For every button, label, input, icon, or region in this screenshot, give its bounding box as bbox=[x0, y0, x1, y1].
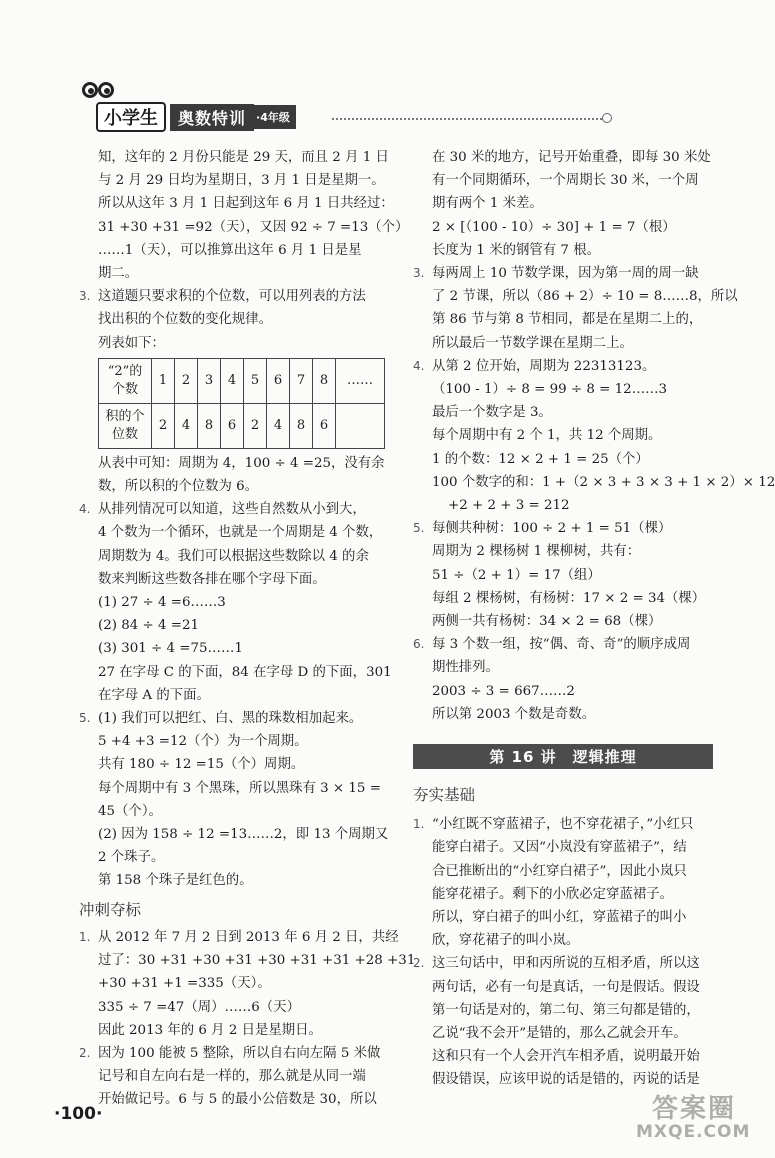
watermark-url: MXQE.COM bbox=[636, 1122, 751, 1142]
table-cell: …… bbox=[336, 358, 385, 403]
text-line: 从第 2 位开始，周期为 22313123。 bbox=[432, 358, 656, 374]
text-line: 期性排列。 bbox=[432, 660, 499, 676]
text-line: 2 个珠子。 bbox=[98, 850, 165, 866]
text-line: 第 158 个珠子是红色的。 bbox=[98, 873, 253, 889]
brand-sub: 奥数特训 bbox=[170, 104, 254, 131]
answer-3 bbox=[413, 262, 738, 355]
text-line: 每 3 个数一组，按“偶、奇、奇”的顺序成周 bbox=[432, 637, 691, 653]
text-line: “小红既不穿蓝裙子，也不穿花裙子，”小红只 bbox=[432, 817, 694, 833]
text-line: （100 - 1）÷ 8 = 99 ÷ 8 = 12……3 bbox=[432, 382, 667, 398]
table-cell: 8 bbox=[290, 403, 313, 448]
brand-grade: ·4年级 bbox=[254, 105, 296, 129]
text-line: 周期数为 4。我们可以根据这些数除以 4 的余 bbox=[98, 548, 369, 564]
text-line: 每组 2 棵杨树，有杨树：17 × 2 = 34（棵） bbox=[432, 590, 706, 606]
text-line: (2) 84 ÷ 4 =21 bbox=[98, 618, 200, 634]
right-column bbox=[413, 146, 775, 726]
text-line: +30 +31 +1 =335（天）。 bbox=[98, 976, 271, 992]
watermark-logo bbox=[632, 1088, 762, 1152]
section-heading: 冲刺夺标 bbox=[79, 900, 142, 919]
text-line: 数，所以积的个位数为 6。 bbox=[98, 479, 259, 495]
text-line: 所以，穿白裙子的叫小红，穿蓝裙子的叫小 bbox=[432, 910, 687, 926]
text-line: 因此 2013 年的 6 月 2 日是星期日。 bbox=[98, 1022, 322, 1038]
text-line: 共有 180 ÷ 12 =15（个）周期。 bbox=[98, 757, 305, 773]
table-intro: 列表如下： bbox=[98, 335, 165, 351]
text-line: 每侧共种树：100 ÷ 2 + 1 = 51（棵） bbox=[432, 521, 672, 537]
text-line: (3) 301 ÷ 4 =75……1 bbox=[98, 641, 243, 657]
section-heading: 夯实基础 bbox=[413, 786, 476, 804]
answer-3 bbox=[79, 285, 386, 498]
text-line: (1) 我们可以把红、白、黑的珠数相加起来。 bbox=[98, 711, 363, 727]
text-line: 这道题只要求积的个位数，可以用列表的方法 bbox=[98, 289, 366, 305]
table-cell: 2 bbox=[175, 358, 198, 403]
text-line: 从排列情况可以知道，这些自然数从小到大， bbox=[98, 502, 366, 518]
lecture-title-bar bbox=[413, 744, 713, 769]
text-line: +2 + 2 + 3 = 212 bbox=[448, 498, 570, 514]
answer-number: 1. bbox=[413, 817, 425, 832]
text-line: 能穿花裙子。剩下的小欣必定穿蓝裙子。 bbox=[432, 886, 674, 902]
logic-answer-1 bbox=[413, 813, 713, 952]
watermark-text: 答案圈 bbox=[652, 1094, 737, 1124]
sprint-answer-1 bbox=[79, 926, 416, 1042]
table-cell: 3 bbox=[198, 358, 221, 403]
table-cell: 1 bbox=[152, 358, 175, 403]
text-line: 期二。 bbox=[98, 266, 139, 282]
text-line: 从表中可知：周期为 4，100 ÷ 4 =25，没有余 bbox=[98, 455, 385, 471]
text-line: 乙说“我不会开”是错的，那么乙就会开车。 bbox=[432, 1026, 687, 1042]
text-line: 31 +30 +31 =92（天），又因 92 ÷ 7 =13（个） bbox=[98, 219, 409, 235]
lecture-topic: 逻辑推理 bbox=[572, 748, 637, 766]
text-line: 找出积的个位数的变化规律。 bbox=[98, 312, 273, 328]
text-line: 长度为 1 米的钢管有 7 根。 bbox=[432, 242, 600, 258]
text-line: 45（个）。 bbox=[98, 803, 162, 819]
table-row bbox=[99, 403, 385, 448]
text-line: 两句话，必有一句是真话，一句是假话。假设 bbox=[432, 979, 700, 995]
text-line: 2003 ÷ 3 = 667……2 bbox=[432, 683, 575, 699]
book-brand bbox=[96, 104, 296, 130]
text-line: 周期为 2 棵杨树 1 棵柳树，共有： bbox=[432, 544, 641, 560]
text-line: 每两周上 10 节数学课，因为第一周的周一缺 bbox=[432, 266, 699, 282]
table-cell: 4 bbox=[221, 358, 244, 403]
text-line: 因为 100 能被 5 整除，所以自右向左隔 5 米做 bbox=[98, 1045, 381, 1061]
lecture-number: 第 16 讲 bbox=[489, 748, 557, 766]
text-line: 记号和自左向右是一样的，那么就是从同一端 bbox=[98, 1069, 366, 1085]
page-header bbox=[78, 76, 618, 132]
text-line: 所以最后一节数学课在星期二上。 bbox=[432, 335, 633, 351]
table-cell: 4 bbox=[267, 403, 290, 448]
table-cell: 7 bbox=[290, 358, 313, 403]
brand-main: 小学生 bbox=[96, 102, 166, 132]
text-line: 最后一个数字是 3。 bbox=[432, 405, 552, 421]
text-line: (1) 27 ÷ 4 =6……3 bbox=[98, 595, 226, 611]
text-line: 能穿白裙子。又因“小岚没有穿蓝裙子”，结 bbox=[432, 840, 687, 856]
answer-number: 1. bbox=[79, 929, 91, 944]
text-line: 每个周期中有 3 个黑珠，所以黑珠有 3 × 15 = bbox=[98, 780, 381, 796]
text-line: 51 ÷（2 + 1）= 17（组） bbox=[432, 567, 601, 583]
text-line: 假设错误，应该甲说的话是错的，丙说的话是 bbox=[432, 1072, 700, 1088]
right-top-block bbox=[413, 146, 713, 262]
answer-5 bbox=[413, 517, 713, 633]
text-line: 在字母 A 的下面。 bbox=[98, 687, 210, 703]
text-line: 1 的个数：12 × 2 + 1 = 25（个） bbox=[432, 451, 649, 467]
answer-number: 5. bbox=[413, 521, 425, 536]
table-cell: 8 bbox=[313, 358, 336, 403]
text-line: 欣，穿花裙子的叫小岚。 bbox=[432, 933, 580, 949]
text-line: 这三句话中，甲和丙所说的互相矛盾，所以这 bbox=[432, 956, 700, 972]
text-line: 第 86 节与第 8 节相同，都是在星期二上的， bbox=[432, 312, 703, 328]
text-line: 5 +4 +3 =12（个）为一个周期。 bbox=[98, 734, 308, 750]
text-line: 每个周期中有 2 个 1，共 12 个周期。 bbox=[432, 428, 662, 444]
units-digit-table bbox=[98, 358, 385, 449]
text-line: 2 × [（100 - 10）÷ 30] + 1 = 7（根） bbox=[432, 219, 676, 235]
text-line: 与 2 月 29 日均为星期日，3 月 1 日是星期一。 bbox=[98, 173, 385, 189]
answer-number: 3. bbox=[413, 266, 425, 281]
page-number: ·100· bbox=[54, 1104, 103, 1124]
text-line: 从 2012 年 7 月 2 日到 2013 年 6 月 2 日，共经 bbox=[98, 929, 399, 945]
text-line: 这和只有一个人会开汽车相矛盾，说明最开始 bbox=[432, 1049, 700, 1065]
table-row-header: “2”的 个数 bbox=[99, 358, 152, 403]
text-line: 期有两个 1 米差。 bbox=[432, 196, 543, 212]
text-line: 27 在字母 C 的下面，84 在字母 D 的下面，301 bbox=[98, 664, 392, 680]
text-line: 第一句话是对的，第二句、第三句都是错的， bbox=[432, 1002, 700, 1018]
header-dotted-rule bbox=[332, 118, 602, 120]
answer-number: 4. bbox=[79, 502, 91, 517]
sprint-answer-2 bbox=[79, 1042, 386, 1112]
header-ring-icon bbox=[602, 113, 612, 123]
text-line: 4 个数为一个循环，也就是一个周期是 4 个数， bbox=[98, 525, 383, 541]
text-line: 数来判断这些数各排在哪个字母下面。 bbox=[98, 571, 326, 587]
text-line: 335 ÷ 7 =47（周）……6（天） bbox=[98, 999, 300, 1015]
table-cell: 5 bbox=[244, 358, 267, 403]
text-line: 所以从这年 3 月 1 日起到这年 6 月 1 日共经过： bbox=[98, 196, 394, 212]
table-cell: 6 bbox=[221, 403, 244, 448]
text-line: 100 个数字的和：1 +（2 × 3 + 3 × 3 + 1 × 2）× 12 bbox=[432, 474, 775, 490]
table-cell: 4 bbox=[175, 403, 198, 448]
answer-number: 6. bbox=[413, 637, 425, 652]
table-row-header: 积的个 位数 bbox=[99, 403, 152, 448]
text-line: 合已推断出的“小红穿白裙子”，因此小岚只 bbox=[432, 863, 687, 879]
text-line: 知，这年的 2 月份只能是 29 天，而且 2 月 1 日 bbox=[98, 150, 389, 165]
text-line: (2) 因为 158 ÷ 12 =13……2，即 13 个周期又 bbox=[98, 827, 389, 843]
right-column-lower bbox=[413, 784, 713, 1092]
left-top-block bbox=[79, 146, 409, 285]
table-cell bbox=[336, 403, 385, 448]
table-row bbox=[99, 358, 385, 403]
answer-5 bbox=[79, 707, 389, 893]
answer-number: 3. bbox=[79, 289, 91, 304]
text-line: 了 2 节课，所以（86 + 2）÷ 10 = 8……8，所以 bbox=[432, 289, 738, 305]
table-cell: 6 bbox=[313, 403, 336, 448]
text-line: 开始做记号。6 与 5 的最小公倍数是 30，所以 bbox=[98, 1092, 377, 1108]
text-line: 两侧一共有杨树：34 × 2 = 68（棵） bbox=[432, 614, 662, 630]
table-cell: 2 bbox=[244, 403, 267, 448]
text-line: ……1（天），可以推算出这年 6 月 1 日是星 bbox=[98, 242, 362, 258]
answer-number: 2. bbox=[79, 1045, 91, 1060]
text-line: 所以第 2003 个数是奇数。 bbox=[432, 706, 596, 722]
answer-6 bbox=[413, 633, 713, 726]
answer-number: 5. bbox=[79, 711, 91, 726]
table-cell: 6 bbox=[267, 358, 290, 403]
text-line: 过了：30 +31 +30 +31 +30 +31 +31 +28 +31 bbox=[98, 953, 416, 969]
answer-4 bbox=[79, 498, 392, 707]
text-line: 有一个同期循环，一个周期长 30 米，一个周 bbox=[432, 173, 699, 189]
table-cell: 2 bbox=[152, 403, 175, 448]
left-column bbox=[79, 146, 416, 1112]
answer-number: 4. bbox=[413, 358, 425, 373]
answer-4 bbox=[413, 355, 775, 517]
logic-answer-2 bbox=[413, 952, 713, 1091]
answer-number: 2. bbox=[413, 956, 425, 971]
text-line: 在 30 米的地方，记号开始重叠，即每 30 米处 bbox=[432, 150, 711, 165]
table-cell: 8 bbox=[198, 403, 221, 448]
